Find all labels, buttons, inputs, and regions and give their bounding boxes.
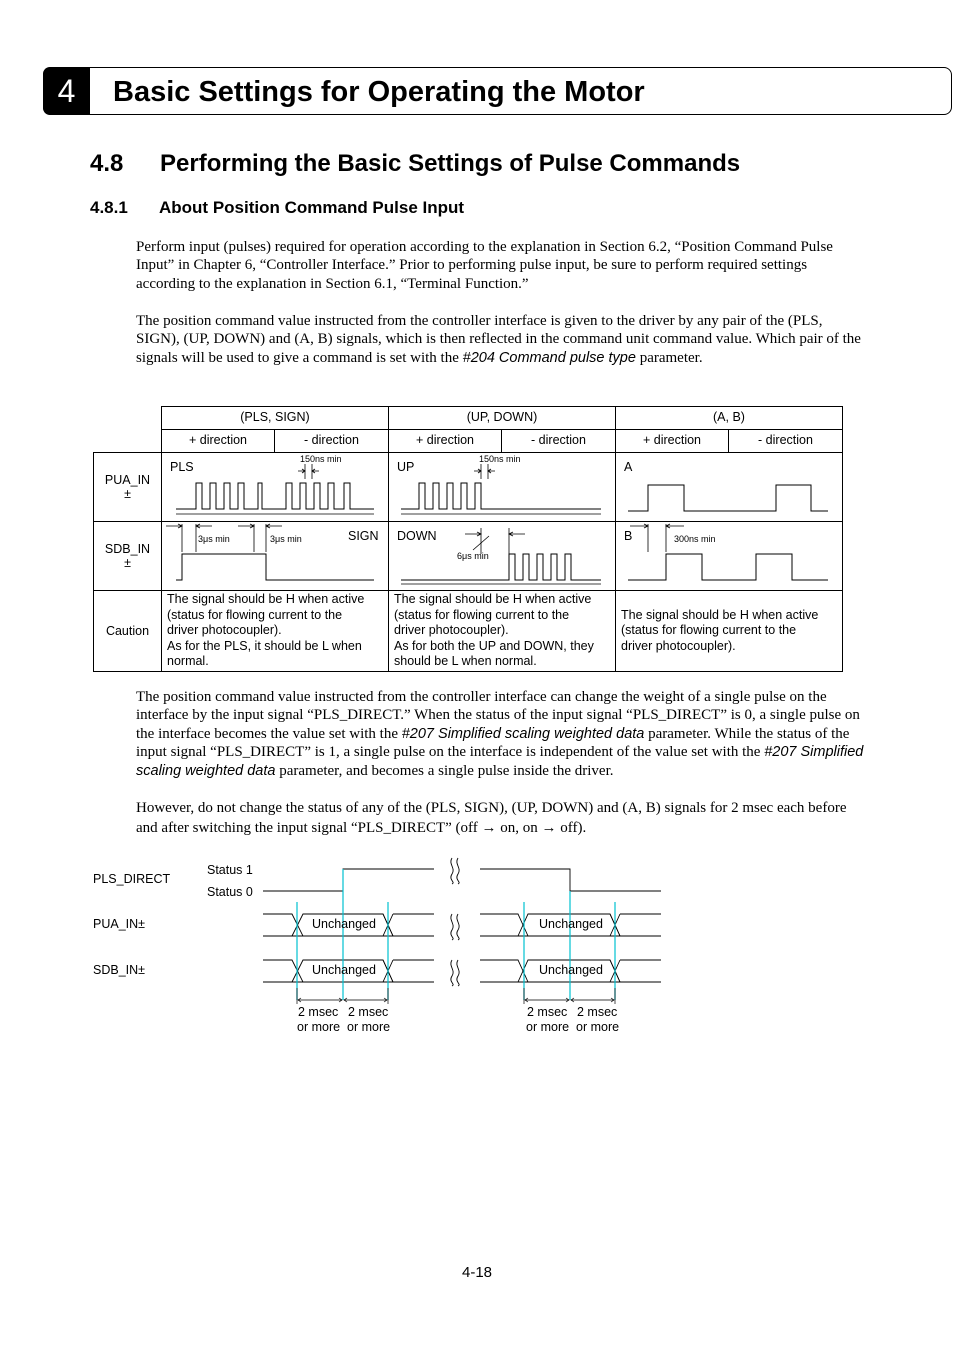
row-label-line: ± <box>124 487 131 501</box>
b-300ns-label: 300ns min <box>674 534 716 544</box>
msec-label: 2 msec <box>577 1005 618 1019</box>
b-waveform-cell <box>616 522 843 591</box>
a-waveform <box>616 453 843 521</box>
paragraph-pls-direct <box>136 688 864 780</box>
chapter-number: 4 <box>43 67 90 115</box>
sign-waveform-cell <box>162 522 389 591</box>
chapter-title: Basic Settings for Operating the Motor <box>113 76 645 108</box>
dir-header: + direction <box>389 430 502 453</box>
row-label-line: ± <box>124 556 131 570</box>
caution-line: (status for flowing current to the <box>621 623 797 637</box>
caution-line: driver photocoupler). <box>167 623 282 637</box>
timing-label-sdb-in: SDB_IN± <box>93 963 146 977</box>
section-title <box>90 150 740 178</box>
dir-header: - direction <box>502 430 616 453</box>
caution-line: driver photocoupler). <box>621 638 736 653</box>
up-150ns-label: 150ns min <box>479 454 521 464</box>
a-label: A <box>624 460 633 474</box>
msec-label: 2 msec <box>298 1005 339 1019</box>
sign-label: SIGN <box>348 529 379 543</box>
up-label: UP <box>397 460 415 474</box>
unchanged-label: Unchanged <box>312 917 376 931</box>
sign-3us-label-1: 3μs min <box>198 534 230 544</box>
group-header-up-down: (UP, DOWN) <box>389 407 616 430</box>
caution-a-b <box>616 591 843 672</box>
dir-header: - direction <box>275 430 389 453</box>
caution-line: should be L when normal. <box>394 654 537 668</box>
caution-line: As for both the UP and DOWN, they <box>394 638 594 653</box>
msec-label: 2 msec <box>527 1005 568 1019</box>
caution-up-down <box>389 591 616 672</box>
caution-line: (status for flowing current to the <box>167 607 343 622</box>
pulse-signal-table <box>93 406 843 672</box>
para3-text-a: The position command value instructed from the controller interface can change the weight of a single pulse on the interface by the input signal “PLS_DIRECT.” When the status of the input signal “PLS_DIRECT” is 0, a single pulse on the interface becomes the value set with the <box>136 689 860 742</box>
unchanged-label: Unchanged <box>539 917 603 931</box>
timing-label-pls-direct: PLS_DIRECT <box>93 872 171 886</box>
unchanged-label: Unchanged <box>312 963 376 977</box>
paragraph-signal-pairs <box>136 312 862 367</box>
caution-line: The signal should be H when active <box>394 592 592 606</box>
or-more-label: or more <box>347 1020 391 1034</box>
section-number: 4.8 <box>90 150 124 177</box>
para3-text-c: parameter, and becomes a single pulse inside the driver. <box>275 762 614 779</box>
pls-waveform-cell <box>162 453 389 522</box>
or-more-label: or more <box>297 1020 341 1034</box>
sign-3us-label-2: 3μs min <box>270 534 302 544</box>
paragraph-caution-switch: However, do not change the status of any of the (PLS, SIGN), (UP, DOWN) and (A, B) signals for 2 msec each before and after switching the input signal “PLS_DIRECT” (off → on, on → off). <box>136 800 847 836</box>
or-more-label: or more <box>526 1020 570 1034</box>
page-number: 4-18 <box>461 1264 493 1281</box>
a-waveform-cell <box>616 453 843 522</box>
table-corner <box>94 407 162 430</box>
pls-150ns-label: 150ns min <box>300 454 342 464</box>
caution-line: (status for flowing current to the <box>394 607 570 622</box>
msec-label: 2 msec <box>348 1005 389 1019</box>
param-207: #207 Simplified scaling weighted data <box>401 725 645 742</box>
group-header-a-b: (A, B) <box>616 407 843 430</box>
caution-line: The signal should be H when active <box>621 607 819 622</box>
pls-waveform <box>162 453 389 521</box>
param-204: #204 Command pulse type <box>462 349 636 366</box>
or-more-label: or more <box>576 1020 620 1034</box>
down-waveform-cell <box>389 522 616 591</box>
subsection-number: 4.8.1 <box>90 198 128 217</box>
unchanged-label: Unchanged <box>539 963 603 977</box>
table-corner-2 <box>94 430 162 453</box>
dir-header: + direction <box>616 430 729 453</box>
row-label-pua <box>94 453 162 522</box>
section-title-text: Performing the Basic Settings of Pulse Commands <box>160 150 741 177</box>
paragraph-intro: Perform input (pulses) required for operation according to the explanation in Section 6.2, “Position Command Pulse Input” in Chapter 6, “Controller Interface.” Prior to performing pulse input, be sure to perform required settings according to the explanation in Section 6.1, “Terminal Function.” <box>136 239 833 292</box>
param-207: #207 Simplified scaling weighted data <box>136 744 864 779</box>
status-1-label: Status 1 <box>207 863 253 877</box>
dir-header: - direction <box>729 430 843 453</box>
down-label: DOWN <box>397 529 437 543</box>
pls-label: PLS <box>170 460 194 474</box>
pls-direct-timing-diagram <box>0 850 954 1050</box>
row-label-sdb <box>94 522 162 591</box>
down-6us-label: 6μs min <box>457 551 489 561</box>
row-label-caution: Caution <box>94 591 162 672</box>
caution-line: normal. <box>167 654 209 668</box>
subsection-title-text: About Position Command Pulse Input <box>159 198 465 217</box>
dir-header: + direction <box>162 430 275 453</box>
para2-text-b: parameter. <box>635 349 703 366</box>
group-header-pls-sign: (PLS, SIGN) <box>162 407 389 430</box>
caution-pls-sign <box>162 591 389 672</box>
subsection-title <box>90 198 464 218</box>
up-waveform-cell <box>389 453 616 522</box>
para2-text-a: The position command value instructed from the controller interface is given to the driver by any pair of the (PLS, SIGN), (UP, DOWN) and (A, B) signals, which is then reflected in the command unit command value. Which pair of the signals will be used to give a command is set with the <box>136 313 861 366</box>
row-label-line: SDB_IN <box>104 542 151 556</box>
caution-line: driver photocoupler). <box>394 623 509 637</box>
timing-label-pua-in: PUA_IN± <box>93 917 146 931</box>
b-label: B <box>624 529 633 543</box>
status-0-label: Status 0 <box>207 885 253 899</box>
caution-line: As for the PLS, it should be L when <box>167 638 362 653</box>
para3-text-b: parameter. While the status of the input signal “PLS_DIRECT” is 1, a single pulse on the interface is independent of the value set with the <box>136 725 850 761</box>
b-waveform <box>616 522 843 590</box>
caution-line: The signal should be H when active <box>167 592 365 606</box>
row-label-line: PUA_IN <box>104 473 151 487</box>
